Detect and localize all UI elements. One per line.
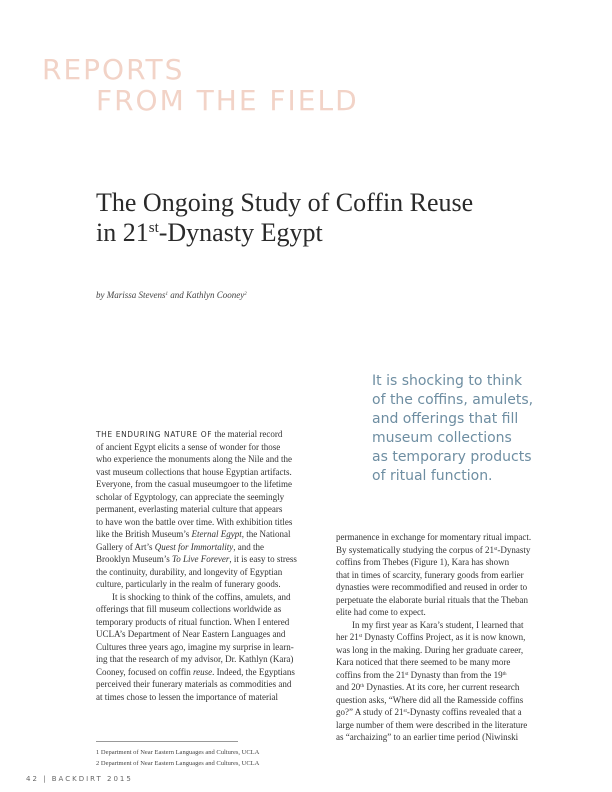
exhibition-title: To Live Forever (172, 554, 230, 564)
body-line (336, 681, 572, 694)
body-text: Dynasties. At its core, her current research (364, 682, 520, 692)
body-text: Dynasty than from the 19 (408, 669, 503, 680)
body-line (96, 528, 316, 541)
title-line-2-pre: in 21 (96, 218, 149, 247)
exhibition-title: Eternal Egypt (191, 529, 242, 539)
body-text: like the British Museum’s (96, 529, 192, 539)
page-number: 42 (26, 775, 39, 783)
author-1-footnote-ref: 1 (165, 292, 168, 297)
body-line: vast museum collections that house Egyptian artifacts. (96, 466, 292, 477)
body-line: ing that the research of my advisor, Dr. Kathlyn (Kara) (96, 654, 294, 664)
body-text: and 20 (336, 682, 361, 692)
ordinal-suffix: st (405, 671, 409, 677)
body-text: , it is easy to stress (229, 554, 297, 564)
pull-quote-line: of ritual function. (372, 468, 493, 484)
body-line: the continuity, durability, and longevity of Egyptian (96, 566, 283, 577)
title-line-2-post: -Dynasty Egypt (158, 218, 323, 247)
body-line: Everyone, from the casual museumgoer to the lifetime (96, 479, 292, 489)
body-line (96, 541, 316, 554)
body-line: dynasties were recommodified and reused in order to (336, 582, 528, 592)
body-line (96, 428, 316, 441)
ordinal-suffix: st (493, 546, 498, 552)
publication-name: BACKDIRT 2015 (51, 775, 133, 783)
pull-quote-line: as temporary products (372, 449, 532, 465)
folio-separator: | (43, 775, 48, 783)
pull-quote-line: of the coffins, amulets, (372, 392, 534, 408)
body-line: culture, particularly in the realm of funerary goods. (96, 579, 281, 589)
body-line: to have won the battle over time. With exhibition titles (96, 516, 293, 527)
body-line: as “archaizing” to an earlier time period (Niwinski (336, 732, 519, 742)
title-superscript: st (148, 220, 159, 236)
section-label-reports: REPORTS (42, 53, 185, 86)
body-line: perceived their funerary materials as commodities and (96, 679, 292, 689)
pull-quote-line: museum collections (372, 430, 512, 446)
byline (96, 290, 247, 300)
ordinal-suffix: th (502, 671, 507, 677)
body-line (336, 669, 572, 682)
body-text: go?” A study of 21 (336, 707, 404, 717)
body-text: -Dynasty (497, 544, 531, 555)
author-cooney: Kathlyn Cooney (186, 290, 245, 300)
body-line: of ancient Egypt elicits a sense of wonder for those (96, 441, 281, 452)
body-text: Brooklyn Museum’s (96, 554, 173, 564)
body-line: question asks, “Where did all the Ramesside coffins (336, 694, 524, 705)
body-line (336, 544, 572, 557)
body-line (96, 666, 316, 679)
body-line: In my first year as Kara’s student, I learned that (352, 619, 524, 630)
body-text: Cooney, focused on coffin (96, 666, 193, 677)
pull-quote (372, 372, 572, 486)
body-line: permanence in exchange for momentary ritual impact. (336, 532, 532, 542)
article-title (96, 188, 556, 248)
body-line: perpetuate the elaborate burial rituals that the Theban (336, 594, 529, 605)
exhibition-title: Quest for Immortality (154, 541, 234, 552)
body-text: Gallery of Art’s (96, 541, 155, 552)
body-line (336, 706, 572, 719)
body-text: -Dynasty coffins revealed that a (406, 707, 522, 717)
body-text: , the National (241, 529, 291, 539)
ordinal-suffix: th (360, 684, 365, 689)
footnote-divider (96, 741, 238, 742)
footnote: 2 Department of Near Eastern Languages and Cultures, UCLA (96, 759, 260, 767)
body-column-left (96, 428, 316, 703)
body-line: Kara noticed that there seemed to be many more (336, 657, 511, 667)
page-folio (26, 775, 133, 783)
title-line-1: The Ongoing Study of Coffin Reuse (96, 188, 474, 217)
body-line (336, 631, 572, 644)
body-text: her 21 (336, 632, 359, 642)
ordinal-suffix: st (358, 634, 363, 639)
body-line: large number of them were described in the literature (336, 719, 528, 730)
footnotes (96, 748, 259, 769)
emphasis: reuse (192, 666, 213, 677)
body-line: offerings that fill museum collections worldwide as (96, 604, 282, 614)
body-text: , and the (233, 541, 264, 552)
ordinal-suffix: st (403, 709, 407, 714)
byline-joiner: and (168, 290, 186, 300)
body-text: coffins from the 21 (336, 669, 406, 680)
body-line: elite had come to expect. (336, 607, 426, 617)
body-text: the material record (212, 429, 283, 439)
pull-quote-line: and offerings that fill (372, 411, 519, 427)
body-line (96, 553, 316, 566)
author-stevens: Marissa Stevens (106, 290, 166, 300)
body-line: UCLA’s Department of Near Eastern Languages and (96, 629, 286, 639)
byline-prefix: by (96, 290, 107, 300)
body-line: that in times of scarcity, funerary goods from earlier (336, 569, 524, 580)
footnote: 1 Department of Near Eastern Languages and Cultures, UCLA (96, 749, 260, 756)
author-2-footnote-ref: 2 (244, 292, 247, 297)
body-line: at times chose to lessen the importance of material (96, 691, 278, 702)
body-text: Dynasty Coffins Project, as it is now known, (362, 632, 526, 642)
lead-in: THE ENDURING NATURE OF (96, 430, 213, 439)
body-line: Cultures three years ago, imagine my surprise in learn- (96, 641, 294, 652)
body-line: It is shocking to think of the coffins, amulets, and (112, 591, 291, 602)
body-text: . Indeed, the Egyptians (212, 666, 295, 677)
body-text: By systematically studying the corpus of 21 (336, 544, 494, 555)
pull-quote-line: It is shocking to think (372, 373, 523, 389)
body-line: was long in the making. During her graduate career, (336, 644, 524, 655)
body-line: permanent, everlasting material culture that appears (96, 504, 283, 514)
section-label-from-the-field: FROM THE FIELD (96, 84, 359, 117)
body-line: temporary products of ritual function. When I entered (96, 616, 290, 627)
body-line: scholar of Egyptology, can appreciate the seemingly (96, 491, 285, 502)
body-line: who experience the monuments along the Nile and the (96, 454, 292, 464)
body-column-right (336, 531, 572, 744)
body-line: coffins from Thebes (Figure 1), Kara has shown (336, 557, 510, 567)
